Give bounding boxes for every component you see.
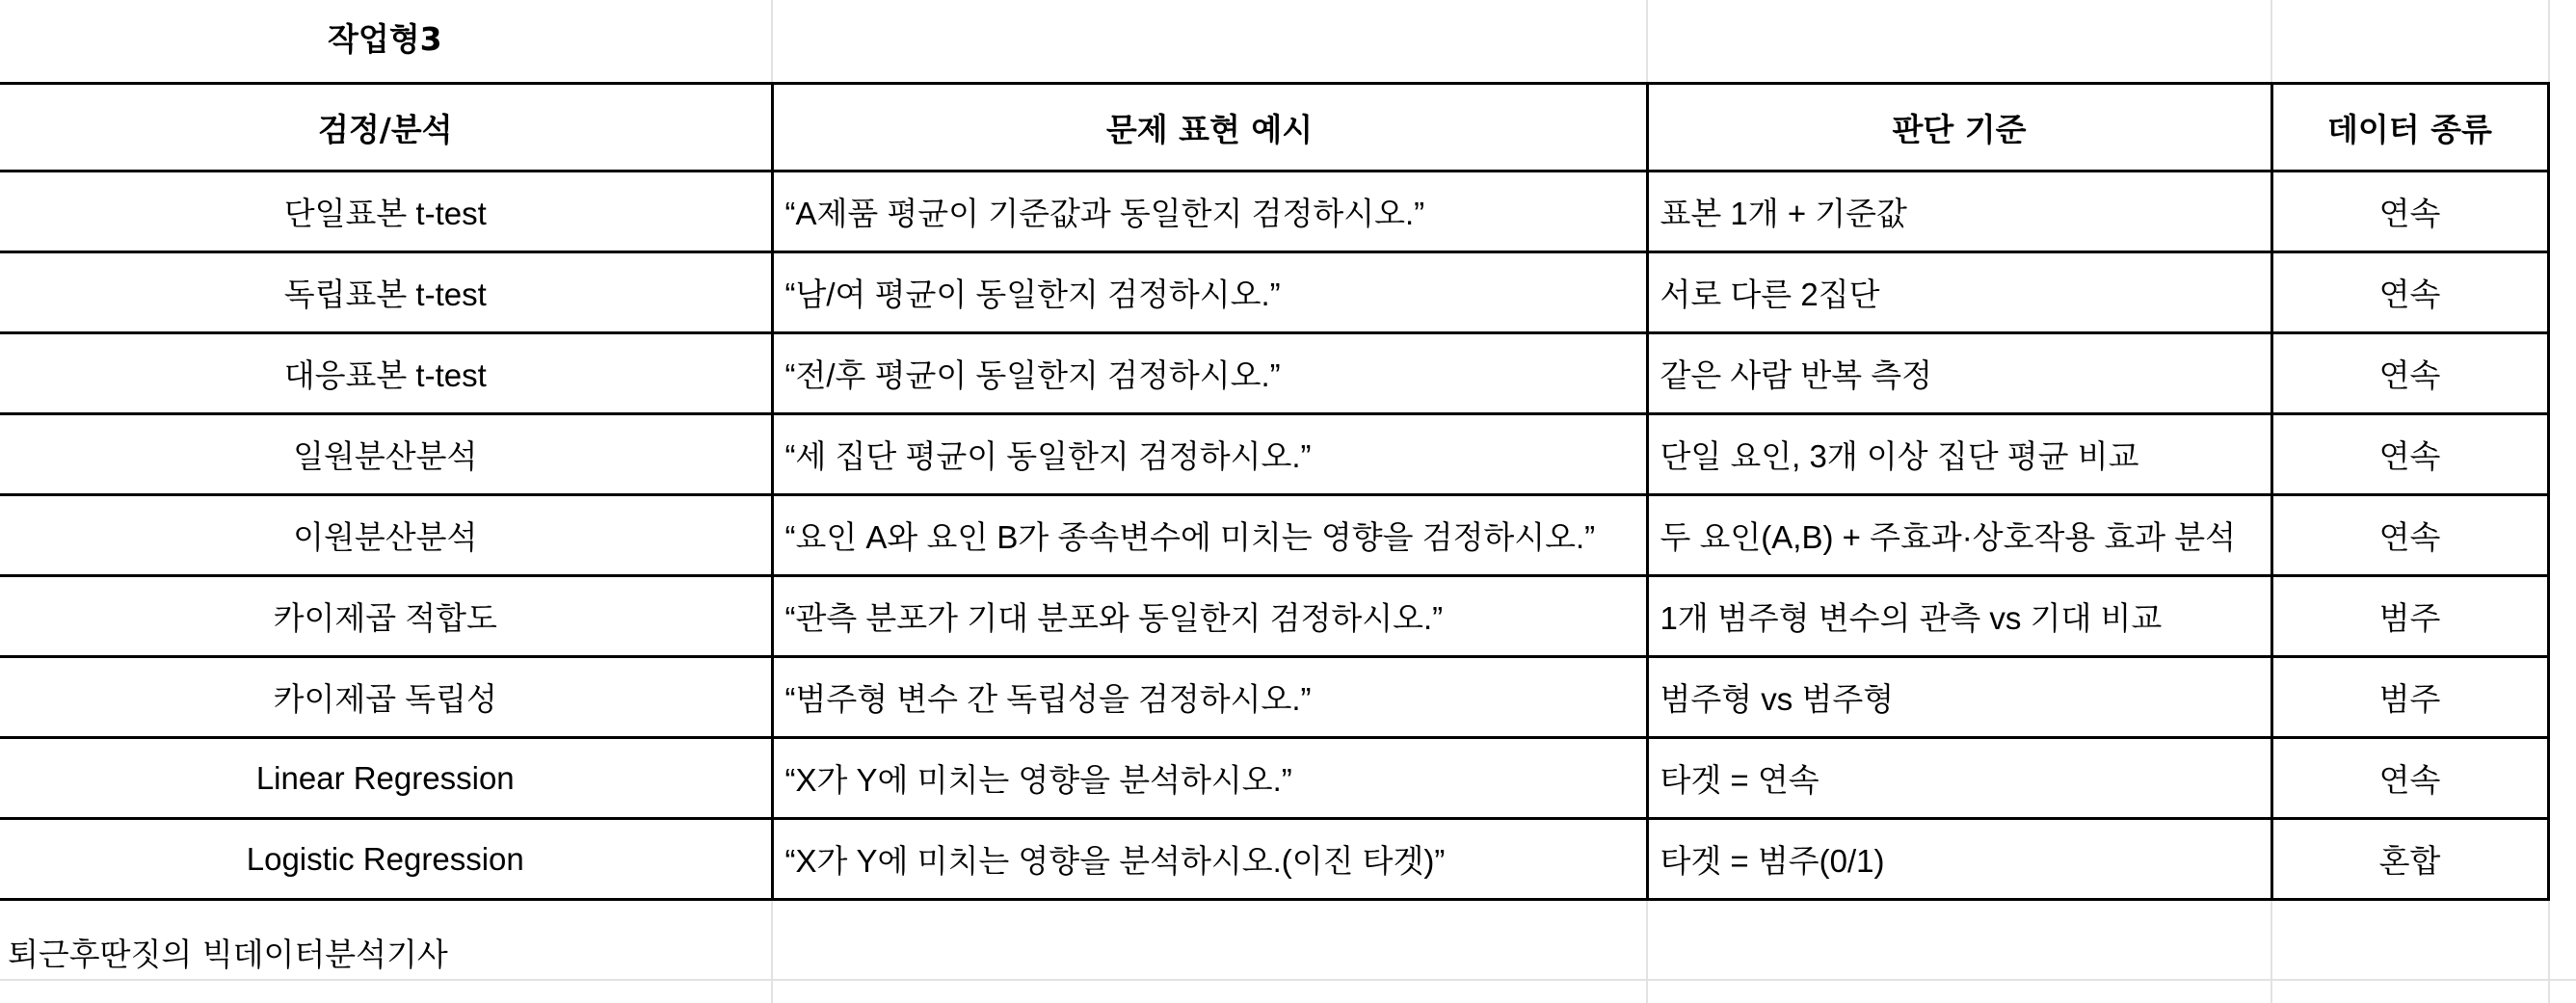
cell-analysis[interactable]: 일원분산분석 bbox=[0, 414, 772, 495]
cell-criteria[interactable]: 표본 1개 + 기준값 bbox=[1647, 172, 2271, 252]
cell-criteria[interactable]: 타겟 = 범주(0/1) bbox=[1647, 819, 2271, 900]
cell-example[interactable]: “요인 A와 요인 B가 종속변수에 미치는 영향을 검정하시오.” bbox=[772, 495, 1647, 576]
cell-analysis[interactable]: 카이제곱 독립성 bbox=[0, 657, 772, 738]
cell-criteria[interactable]: 같은 사람 반복 측정 bbox=[1647, 333, 2271, 414]
table-row bbox=[0, 819, 2548, 900]
cell-data-type[interactable]: 범주 bbox=[2271, 657, 2548, 738]
header-criteria[interactable]: 판단 기준 bbox=[1647, 84, 2271, 172]
cell-example[interactable]: “X가 Y에 미치는 영향을 분석하시오.” bbox=[772, 738, 1647, 819]
cell-example[interactable]: “A제품 평균이 기준값과 동일한지 검정하시오.” bbox=[772, 172, 1647, 252]
cell-criteria[interactable]: 1개 범주형 변수의 관측 vs 기대 비교 bbox=[1647, 576, 2271, 657]
cell-analysis[interactable]: 독립표본 t-test bbox=[0, 252, 772, 333]
gridline bbox=[0, 979, 2576, 981]
cell-example[interactable]: “관측 분포가 기대 분포와 동일한지 검정하시오.” bbox=[772, 576, 1647, 657]
cell-analysis[interactable]: 이원분산분석 bbox=[0, 495, 772, 576]
analysis-table bbox=[0, 82, 2550, 901]
cell-data-type[interactable]: 연속 bbox=[2271, 172, 2548, 252]
cell-example[interactable]: “범주형 변수 간 독립성을 검정하시오.” bbox=[772, 657, 1647, 738]
cell-criteria[interactable]: 범주형 vs 범주형 bbox=[1647, 657, 2271, 738]
table-row bbox=[0, 657, 2548, 738]
table-row bbox=[0, 576, 2548, 657]
table-row bbox=[0, 738, 2548, 819]
cell-data-type[interactable]: 연속 bbox=[2271, 414, 2548, 495]
cell-criteria[interactable]: 단일 요인, 3개 이상 집단 평균 비교 bbox=[1647, 414, 2271, 495]
cell-criteria[interactable]: 서로 다른 2집단 bbox=[1647, 252, 2271, 333]
cell-criteria[interactable]: 타겟 = 연속 bbox=[1647, 738, 2271, 819]
header-row bbox=[0, 84, 2548, 172]
header-data-type[interactable]: 데이터 종류 bbox=[2271, 84, 2548, 172]
cell-data-type[interactable]: 연속 bbox=[2271, 333, 2548, 414]
table-row bbox=[0, 252, 2548, 333]
cell-analysis[interactable]: 단일표본 t-test bbox=[0, 172, 772, 252]
table-row bbox=[0, 333, 2548, 414]
cell-analysis[interactable]: Linear Regression bbox=[0, 738, 772, 819]
cell-example[interactable]: “전/후 평균이 동일한지 검정하시오.” bbox=[772, 333, 1647, 414]
cell-example[interactable]: “X가 Y에 미치는 영향을 분석하시오.(이진 타겟)” bbox=[772, 819, 1647, 900]
cell-data-type[interactable]: 혼합 bbox=[2271, 819, 2548, 900]
cell-data-type[interactable]: 연속 bbox=[2271, 252, 2548, 333]
cell-example[interactable]: “세 집단 평균이 동일한지 검정하시오.” bbox=[772, 414, 1647, 495]
table-row bbox=[0, 495, 2548, 576]
sheet-title[interactable]: 작업형3 bbox=[328, 20, 442, 58]
cell-analysis[interactable]: 카이제곱 적합도 bbox=[0, 576, 772, 657]
footer-cell[interactable]: 퇴근후딴짓의 빅데이터분석기사 bbox=[8, 936, 448, 973]
cell-example[interactable]: “남/여 평균이 동일한지 검정하시오.” bbox=[772, 252, 1647, 333]
cell-data-type[interactable]: 연속 bbox=[2271, 738, 2548, 819]
header-analysis[interactable]: 검정/분석 bbox=[0, 84, 772, 172]
cell-data-type[interactable]: 연속 bbox=[2271, 495, 2548, 576]
cell-analysis[interactable]: Logistic Regression bbox=[0, 819, 772, 900]
header-example[interactable]: 문제 표현 예시 bbox=[772, 84, 1647, 172]
table-row bbox=[0, 414, 2548, 495]
table-row bbox=[0, 172, 2548, 252]
cell-analysis[interactable]: 대응표본 t-test bbox=[0, 333, 772, 414]
cell-criteria[interactable]: 두 요인(A,B) + 주효과·상호작용 효과 분석 bbox=[1647, 495, 2271, 576]
cell-data-type[interactable]: 범주 bbox=[2271, 576, 2548, 657]
